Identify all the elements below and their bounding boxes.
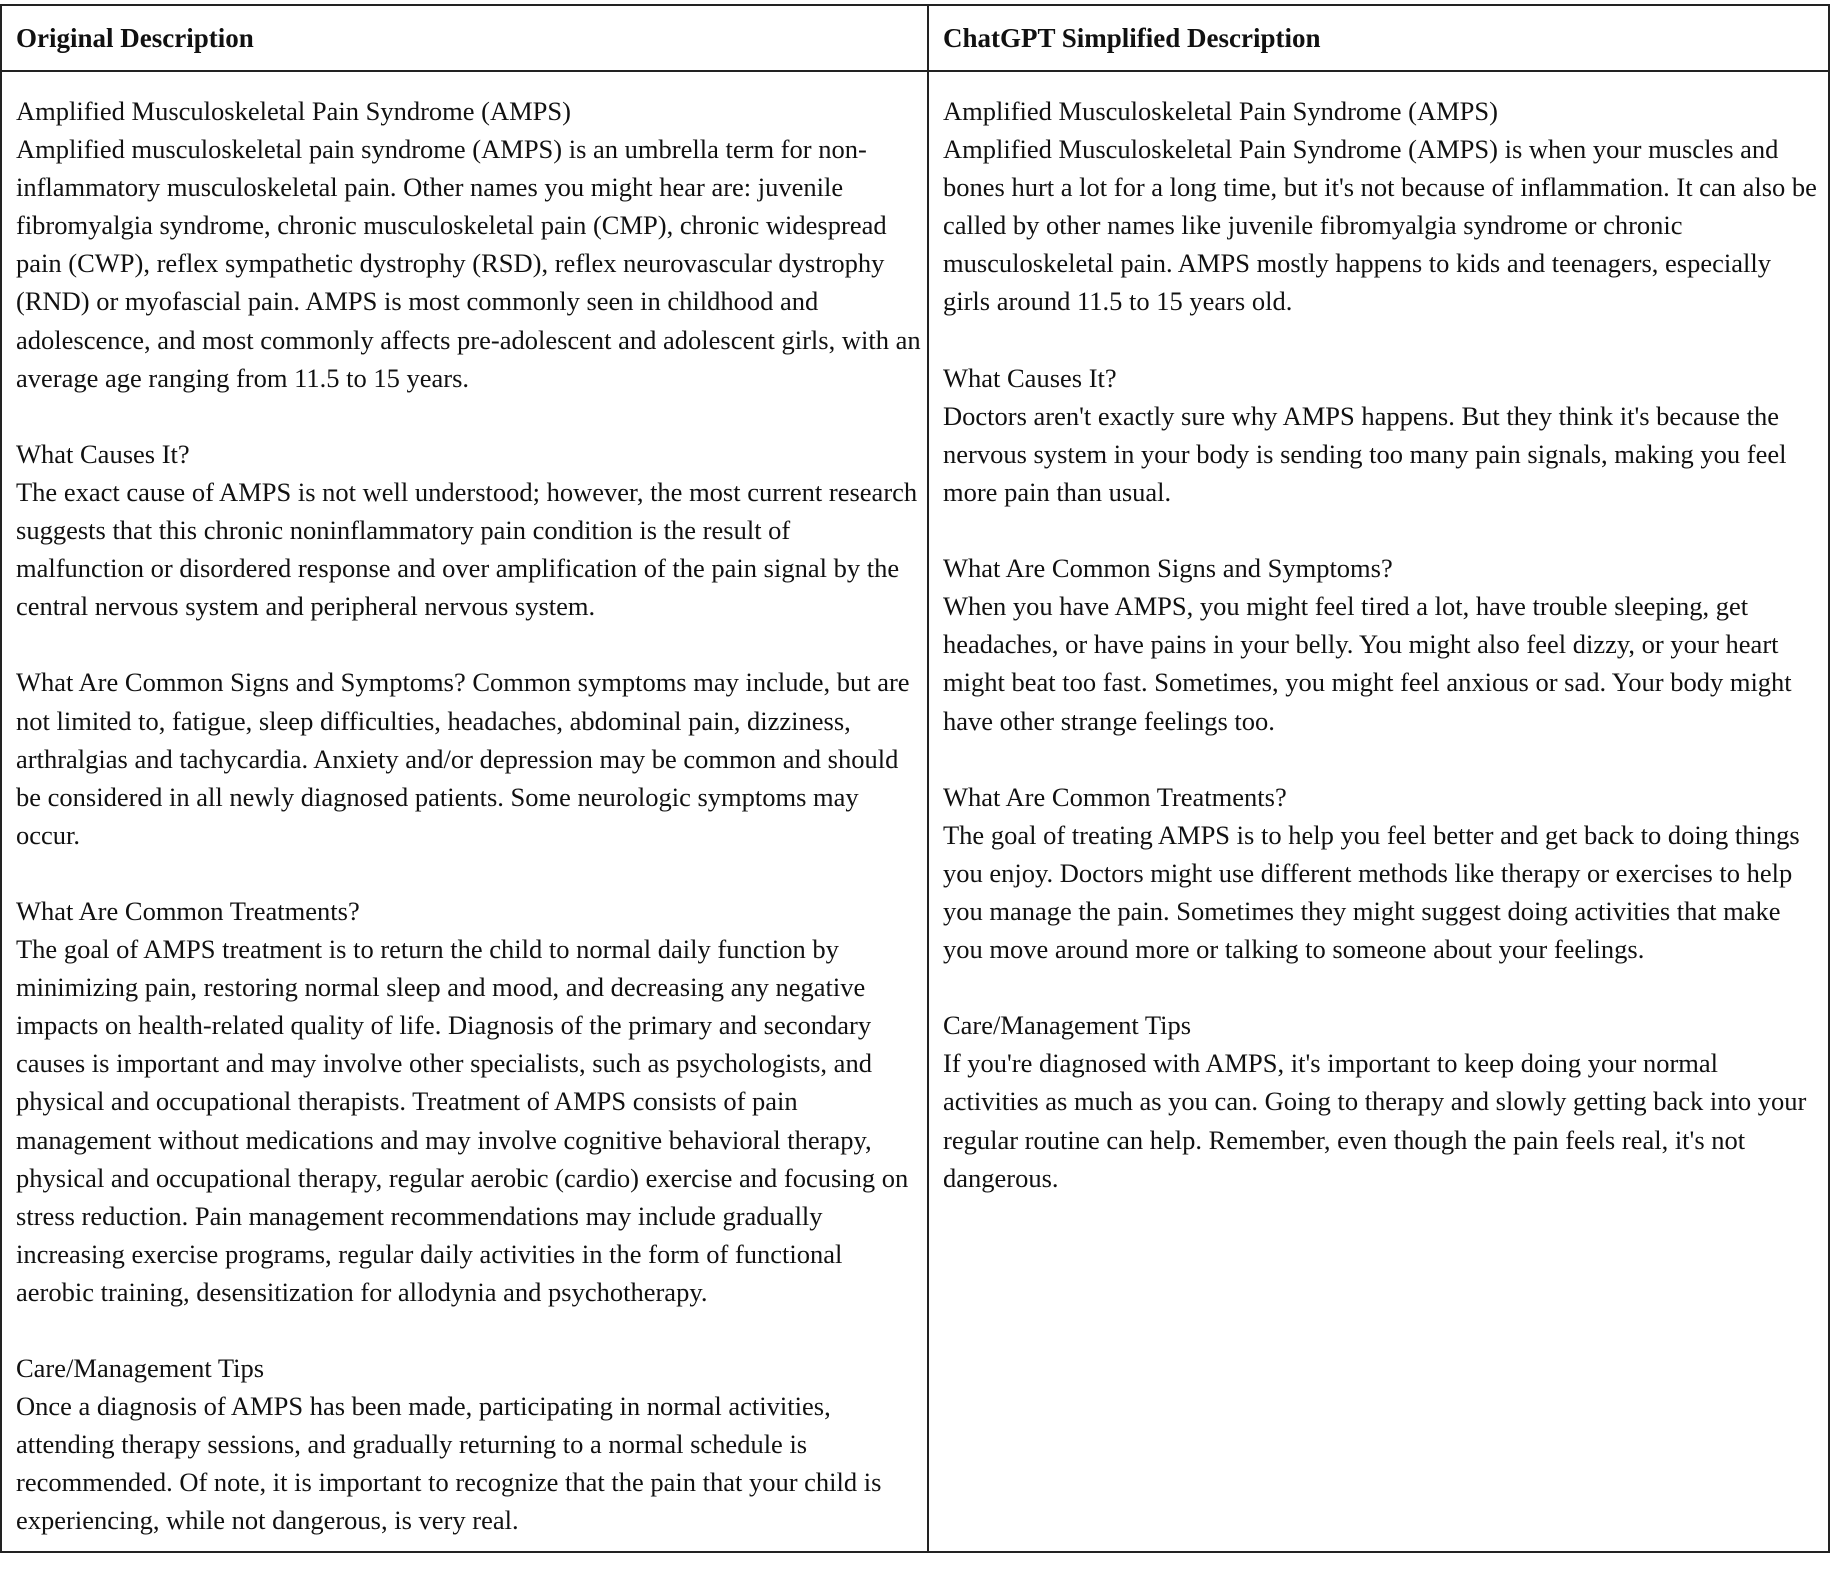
original-section-care-tips [16,1349,921,1539]
original-section-symptoms [16,663,921,853]
section-title: Amplified Musculoskeletal Pain Syndrome (AMPS) [943,96,1498,126]
section-title: Care/Management Tips [943,1010,1192,1041]
section-title: What Causes It? [943,362,1117,393]
original-section-overview [16,92,921,397]
section-body: Amplified Musculoskeletal Pain Syndrome (AMPS) is when your muscles and bones hurt a lot for a long time, but it's not because of inflammation. It can also be called by other names like juvenile fibromyalgia syndrome or chronic musculoskeletal pain. AMPS mostly happens to kids and teenagers, especially girls around 11.5 to 15 years old. [943,134,1817,317]
original-section-treatments [16,892,921,1311]
section-body: Once a diagnosis of AMPS has been made, participating in normal activities, attending therapy sessions, and gradually returning to a normal schedule is recommended. Of note, it is important to recognize that the pain that your child is experiencing, while not dangerous, is very real. [16,1391,882,1536]
section-title: What Are Common Treatments? [16,895,360,926]
simplified-section-symptoms [943,549,1818,739]
section-body: If you're diagnosed with AMPS, it's important to keep doing your normal activities as much as you can. Going to therapy and slowly getting back into your regular routine can help. Remember, even though the pain feels real, it's not dangerous. [943,1048,1807,1193]
section-title: What Are Common Treatments? [943,781,1287,812]
section-body: When you have AMPS, you might feel tired a lot, have trouble sleeping, get headaches, or have pains in your belly. You might also feel dizzy, or your heart might beat too fast. Sometimes, you might feel anxious or sad. Your body might have other strange feelings too. [943,591,1792,736]
section-body: Amplified musculoskeletal pain syndrome (AMPS) is an umbrella term for non-inflammatory musculoskeletal pain. Other names you might hear are: juvenile fibromyalgia syndrome, chronic musculoskeletal pain (CMP), chronic widespread pain (CWP), reflex sympathetic dystrophy (RSD), reflex neurovascular dystrophy (RND) or myofascial pain. AMPS is most commonly seen in childhood and adolescence, and most commonly affects pre-adolescent and adolescent girls, with an average age ranging from 11.5 to 15 years. [16,134,921,393]
section-title: Care/Management Tips [16,1353,265,1384]
section-body: The goal of treating AMPS is to help you feel better and get back to doing things you enjoy. Doctors might use different methods like therapy or exercises to help you manage the pain. Sometimes they might suggest doing activities that make you move around more or talking to someone about your feelings. [943,819,1800,965]
original-description-cell [16,92,921,1578]
section-title: What Causes It? [16,438,190,469]
section-title: Amplified Musculoskeletal Pain Syndrome (AMPS) [16,96,571,126]
header-simplified-description: ChatGPT Simplified Description [943,22,1321,53]
header-original-description: Original Description [16,22,254,53]
section-body: What Are Common Signs and Symptoms? Common symptoms may include, but are not limited to, fatigue, sleep difficulties, headaches, abdominal pain, dizziness, arthralgias and tachycardia. Anxiety and/or depression may be common and should be considered in all newly diagnosed patients. Some neurologic symptoms may occur. [16,667,910,850]
simplified-section-care-tips [943,1006,1818,1196]
simplified-section-treatments [943,778,1818,968]
section-title: What Are Common Signs and Symptoms? [943,553,1393,584]
column-divider [927,6,929,1551]
simplified-section-causes [943,359,1818,511]
simplified-description-cell [943,92,1818,1235]
original-section-causes [16,435,921,625]
comparison-table [0,4,1830,1553]
section-body: The exact cause of AMPS is not well understood; however, the most current research suggests that this chronic noninflammatory pain condition is the result of malfunction or disordered response and over amplification of the pain signal by the central nervous system and peripheral nervous system. [16,476,918,622]
section-body: Doctors aren't exactly sure why AMPS happens. But they think it's because the nervous system in your body is sending too many pain signals, making you feel more pain than usual. [943,400,1787,507]
section-body: The goal of AMPS treatment is to return the child to normal daily function by minimizing pain, restoring normal sleep and mood, and decreasing any negative impacts on health-related quality of life. Diagnosis of the primary and secondary causes is important and may involve other specialists, such as psychologists, and physical and occupational therapists. Treatment of AMPS consists of pain management without medications and may involve cognitive behavioral therapy, physical and occupational therapy, regular aerobic (cardio) exercise and focusing on stress reduction. Pain management recommendations may include gradually increasing exercise programs, regular daily activities in the form of functional aerobic training, desensitization for allodynia and psychotherapy. [16,934,909,1307]
table-header-row [2,6,1828,72]
simplified-section-overview [943,92,1818,321]
